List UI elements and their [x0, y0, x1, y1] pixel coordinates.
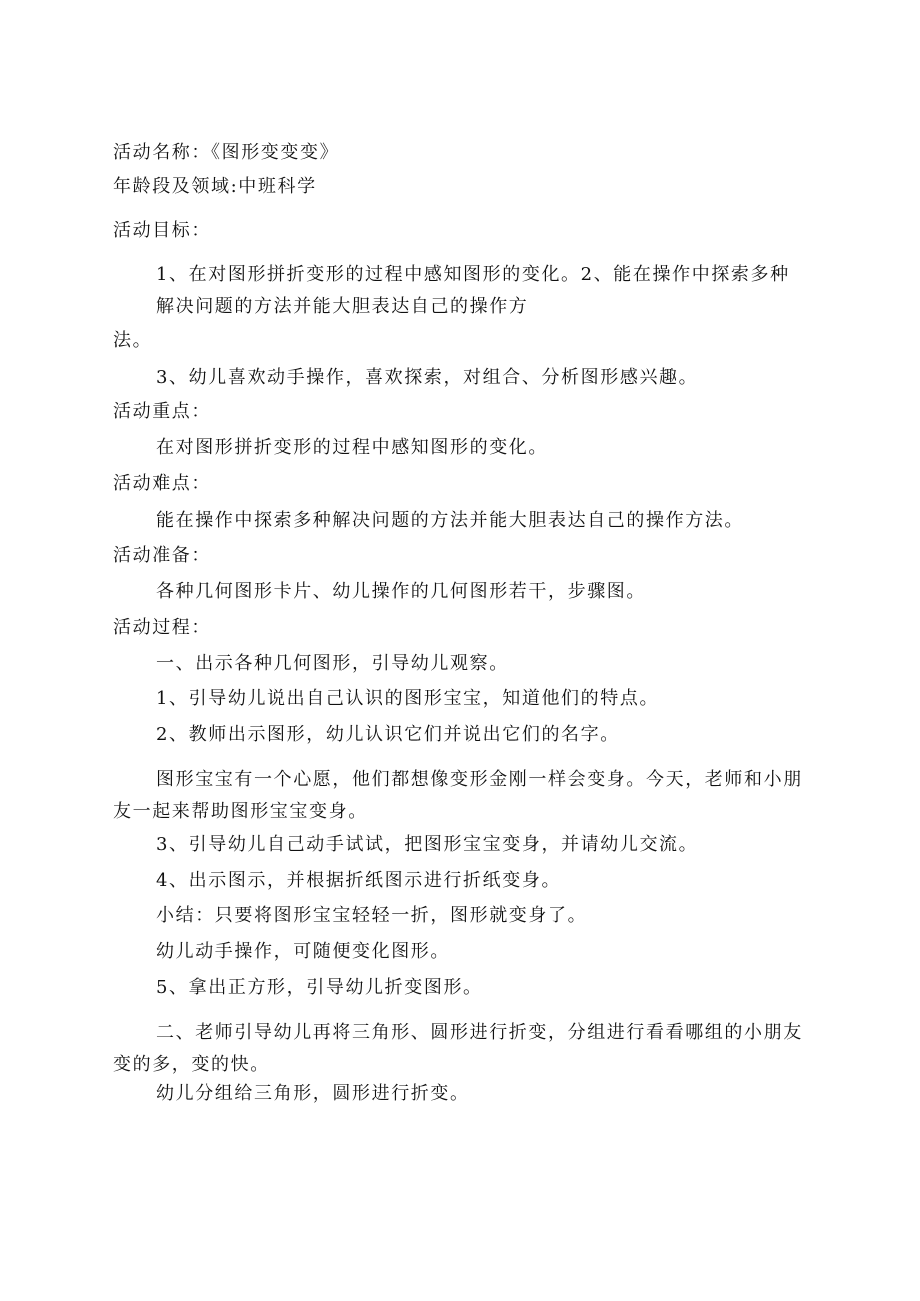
preparation-heading: 活动准备： [113, 545, 211, 566]
process-heading: 活动过程： [113, 617, 211, 638]
difficulties: 能在操作中探索多种解决问题的方法并能大胆表达自己的操作方法。 [156, 510, 744, 531]
goal-3: 3、幼儿喜欢动手操作，喜欢探索，对组合、分析图形感兴趣。 [156, 367, 699, 388]
difficulties-heading: 活动难点： [113, 473, 211, 494]
step-two: 二、老师引导幼儿再将三角形、圆形进行折变，分组进行看看哪组的小朋友变的多，变的快。 [113, 1022, 803, 1075]
summary: 小结：只要将图形宝宝轻轻一折，图形就变身了。 [156, 905, 588, 926]
goal-1-2-line1: 1、在对图形拼折变形的过程中感知图形的变化。2、能在操作中探索多种 [156, 264, 790, 285]
step-one: 一、出示各种几何图形，引导幼儿观察。 [156, 653, 509, 674]
goals-heading: 活动目标： [113, 220, 211, 241]
step-one-item-3: 3、引导幼儿自己动手试试，把图形宝宝变身，并请幼儿交流。 [156, 834, 699, 855]
step-one-item-1: 1、引导幼儿说出自己认识的图形宝宝，知道他们的特点。 [156, 688, 660, 709]
free-operation: 幼儿动手操作，可随便变化图形。 [156, 941, 450, 962]
key-points: 在对图形拼折变形的过程中感知图形的变化。 [156, 437, 548, 458]
activity-name: 活动名称：《图形变变变》 [113, 142, 340, 163]
step-one-item-2: 2、教师出示图形，幼儿认识它们并说出它们的名字。 [156, 724, 620, 745]
step-one-item-4: 4、出示图示，并根据折纸图示进行折纸变身。 [156, 870, 562, 891]
age-domain: 年龄段及领域:中班科学 [113, 176, 317, 197]
goal-2-line2: 解决问题的方法并能大胆表达自己的操作方 [156, 296, 529, 317]
wish-paragraph: 图形宝宝有一个心愿，他们都想像变形金刚一样会变身。今天，老师和小朋友一起来帮助图形宝宝变身。 [113, 769, 803, 822]
key-points-heading: 活动重点： [113, 401, 211, 422]
step-two-operation: 幼儿分组给三角形，圆形进行折变。 [156, 1083, 470, 1104]
goal-2-line3: 法。 [113, 330, 153, 351]
step-one-item-5: 5、拿出正方形，引导幼儿折变图形。 [156, 977, 483, 998]
preparation: 各种几何图形卡片、幼儿操作的几何图形若干，步骤图。 [156, 581, 646, 602]
